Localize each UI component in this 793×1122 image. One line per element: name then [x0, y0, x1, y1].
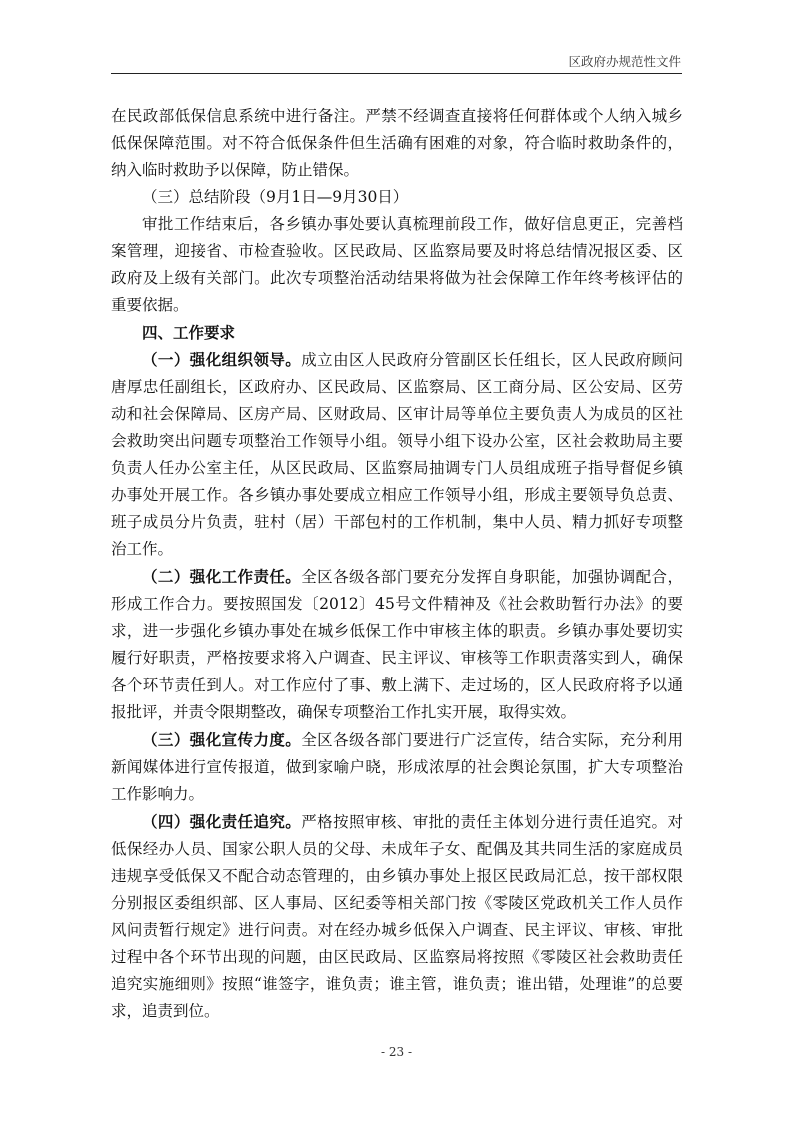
paragraph-responsibility	[111, 563, 683, 726]
paragraph-publicity	[111, 726, 683, 808]
paragraph-lead: （三）强化宣传力度。	[142, 730, 302, 749]
paragraph-phase-summary-heading: （三）总结阶段（9月1日—9月30日）	[142, 188, 409, 206]
paragraph-text: 成立由区人民政府分管副区长任组长，区人民政府顾问唐厚忠任副组长，区政府办、区民政局、区监察局、区工商分局、区公安局、区劳动和社会保障局、区房产局、区财政局、区审计局等单位主要负责人为成员的区社会救助突出问题专项整治工作领导小组。领导小组下设办公室，区社会救助局主要负责人任办公室主任，从区民政局、区监察局抽调专门人员组成班子指导督促乡镇办事处开展工作。各乡镇办事处要成立相应工作领导小组，形成主要领导负总责、班子成员分片负责，驻村（居）干部包村的工作机制，集中人员、精力抓好专项整治工作。	[111, 351, 683, 558]
paragraph-text: 全区各级各部门要进行广泛宣传，结合实际，充分利用新闻媒体进行宣传报道，做到家喻户晓，形成浓厚的社会舆论氛围，扩大专项整治工作影响力。	[111, 731, 683, 803]
paragraph-lead: （四）强化责任追究。	[142, 812, 302, 831]
paragraph-lead: （二）强化工作责任。	[142, 567, 302, 586]
paragraph-phase-summary: 审批工作结束后，各乡镇办事处要认真梳理前段工作，做好信息更正，完善档案管理，迎接省、市检查验收。区民政局、区监察局要及时将总结情况报区委、区政府及上级有关部门。此次专项整治活动结果将做为社会保障工作年终考核评估的重要依据。	[111, 215, 683, 314]
header-title: 区政府办规范性文件	[568, 54, 681, 69]
paragraph-text: 全区各级各部门要充分发挥自身职能，加强协调配合，形成工作合力。要按照国发〔2012〕45号文件精神及《社会救助暂行办法》的要求，进一步强化乡镇办事处在城乡低保工作中审核主体的职责。乡镇办事处要切实履行好职责，严格按要求将入户调查、民主评议、审核等工作职责落实到人，确保各个环节责任到人。对工作应付了事、敷上满下、走过场的，区人民政府将予以通报批评，并责令限期整改，确保专项整治工作扎实开展，取得实效。	[111, 568, 683, 721]
header-divider	[111, 73, 682, 74]
paragraph-accountability	[111, 808, 683, 1025]
paragraph-text: 严格按照审核、审批的责任主体划分进行责任追究。对低保经办人员、国家公职人员的父母、未成年子女、配偶及其共同生活的家庭成员违规享受低保又不配合动态管理的，由乡镇办事处上报区民政局汇总，按干部权限分别报区委组织部、区人事局、区纪委等相关部门按《零陵区党政机关工作人员作风问责暂行规定》进行问责。对在经办城乡低保入户调查、民主评议、审核、审批过程中各个环节出现的问题，由区民政局、区监察局将按照《零陵区社会救助责任追究实施细则》按照“谁签字，谁负责；谁主管，谁负责；谁出错，处理谁”的总要求，追责到位。	[111, 813, 683, 1020]
section-heading-work-requirements: 四、工作要求	[142, 323, 236, 342]
document-body	[111, 103, 683, 1025]
paragraph-lead: （一）强化组织领导。	[142, 350, 302, 369]
paragraph-continuation: 在民政部低保信息系统中进行备注。严禁不经调查直接将任何群体或个人纳入城乡低保保障范围。对不符合低保条件但生活确有困难的对象，符合临时救助条件的，纳入临时救助予以保障，防止错保。	[111, 107, 683, 179]
page-number: - 23 -	[380, 1045, 412, 1059]
paragraph-organization	[111, 346, 683, 563]
